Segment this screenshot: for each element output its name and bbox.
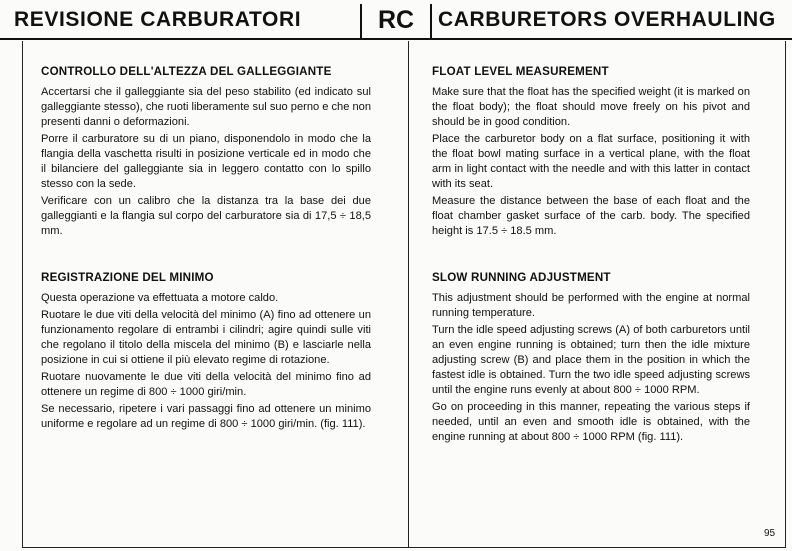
english-paragraph: Place the carburetor body on a flat surface, positioning it with the float bowl mating surface in a vertical plane, with the float arm in light contact with the needle and with this latter in contact with its seat. <box>432 133 750 190</box>
section-code: RC <box>377 6 415 34</box>
header-rule <box>0 38 792 40</box>
italian-paragraph: Verificare con un calibro che la distanza tra la base dei due galleggianti e la flangia sul corpo del carburatore sia di 17,5 ÷ 18,5 mm. <box>41 195 371 237</box>
italian-title: REVISIONE CARBURATORI <box>14 8 302 31</box>
italian-paragraph: Se necessario, ripetere i vari passaggi fino ad ottenere un minimo uniforme e regolare ad un regime di 800 ÷ 1000 giri/min. (fig. 111). <box>41 403 371 430</box>
italian-heading-float-level: CONTROLLO DELL'ALTEZZA DEL GALLEGGIANTE <box>41 65 332 78</box>
english-paragraph: Go on proceeding in this manner, repeating the various steps if needed, until an even and smooth idle is obtained, with the engine running at about 800 ÷ 1000 RPM (fig. 111). <box>432 401 750 443</box>
header-divider-left <box>360 4 362 38</box>
italian-paragraph: Questa operazione va effettuata a motore caldo. <box>41 292 279 304</box>
english-section-idle <box>432 270 750 447</box>
header-divider-right <box>430 4 432 38</box>
english-paragraph: Measure the distance between the base of each float and the float chamber gasket surface of the carb. body. The specified height is 17.5 ÷ 18.5 mm. <box>432 195 750 237</box>
page-header <box>0 0 792 44</box>
italian-section-float-level <box>41 64 371 241</box>
column-divider <box>408 41 409 547</box>
english-heading-float-level: FLOAT LEVEL MEASUREMENT <box>432 65 609 78</box>
italian-heading-idle: REGISTRAZIONE DEL MINIMO <box>41 271 214 284</box>
page-number: 95 <box>764 528 776 539</box>
italian-paragraph: Porre il carburatore su di un piano, disponendolo in modo che la flangia della vaschetta risulti in posizione verticale ed in modo che il bilanciere del galleggiante sia in leggero contatto con lo spillo stesso con la sede. <box>41 133 371 190</box>
italian-paragraph: Ruotare nuovamente le due viti della velocità del minimo fino ad ottenere un regime di 800 ÷ 1000 giri/min. <box>41 371 371 398</box>
english-title: CARBURETORS OVERHAULING <box>438 8 776 31</box>
italian-paragraph: Ruotare le due viti della velocità del minimo (A) fino ad ottenere un funzionamento regolare di entrambi i cilindri; agire quindi sulle viti che regolano il titolo della miscela del minimo (B) e lasciarle nella posizione in cui si ottiene il più elevato regime di rotazione. <box>41 309 371 366</box>
english-paragraph: Make sure that the float has the specified weight (it is marked on the float body); the float should move freely on his pivot and should be in good condition. <box>432 86 750 128</box>
english-paragraph: This adjustment should be performed with the engine at normal running temperature. <box>432 292 750 319</box>
english-section-float-level <box>432 64 750 241</box>
english-heading-idle: SLOW RUNNING ADJUSTMENT <box>432 271 611 284</box>
english-paragraph: Turn the idle speed adjusting screws (A) of both carburetors until an even engine running is obtained; turn then the idle mixture adjusting screw (B) and place them in the position in which the fastest idle is obtained. Turn the two idle speed adjusting screws until the engine runs evenly at about 800 ÷ 1000 RPM. <box>432 324 750 396</box>
italian-paragraph: Accertarsi che il galleggiante sia del peso stabilito (ed indicato sul galleggiante stesso), che ruoti liberamente sul suo perno e che non presenti danni o deformazioni. <box>41 86 371 128</box>
italian-section-idle <box>41 270 371 434</box>
